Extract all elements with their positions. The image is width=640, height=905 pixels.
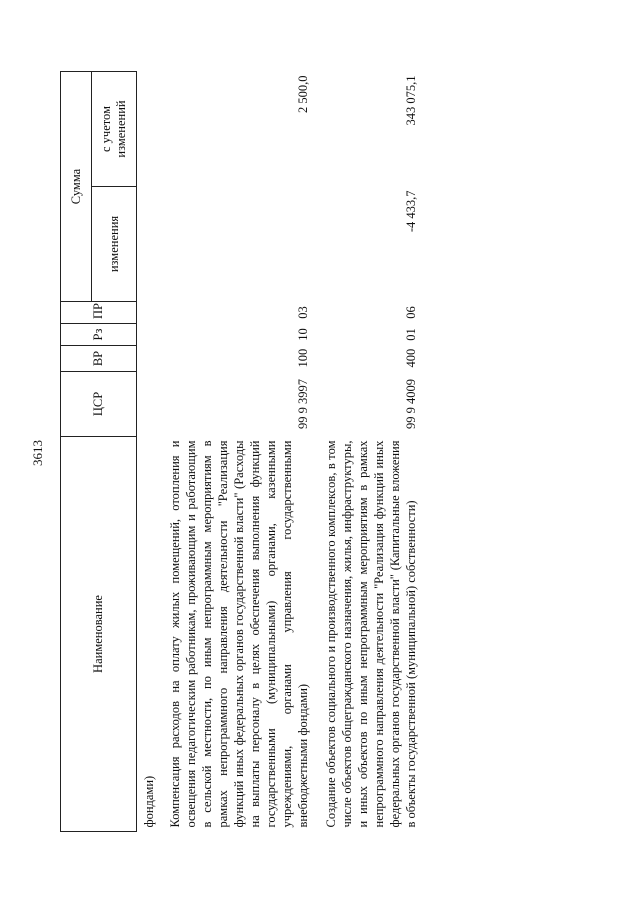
page-number: 3613 [30, 440, 45, 466]
table-row [313, 72, 421, 832]
header-rz: Рз [61, 324, 137, 346]
row-vr: 100 [296, 348, 310, 368]
row-change [165, 187, 313, 302]
header-pr: ПР [61, 302, 137, 324]
table-row [165, 72, 313, 832]
row-rz: 10 [296, 328, 310, 341]
row-change: -4 433,7 [404, 190, 418, 233]
table-row-continuation [137, 72, 166, 832]
row-total: 2 500,0 [296, 75, 310, 113]
row-pr: 03 [296, 306, 310, 319]
header-sum: Сумма [61, 72, 92, 302]
row-total: 343 075,1 [404, 75, 418, 126]
document-sheet [60, 72, 580, 832]
budget-table [60, 71, 421, 832]
header-with-change: с учетом изменений [92, 72, 137, 187]
header-change: изменения [92, 187, 137, 302]
row-csr: 99 9 3997 [296, 379, 310, 429]
row-vr: 400 [404, 348, 418, 368]
continued-name: фондами) [142, 775, 156, 828]
header-vr: ВР [61, 346, 137, 372]
header-csr: ЦСР [61, 372, 137, 437]
row-rz: 01 [404, 328, 418, 341]
row-csr: 99 9 4009 [404, 379, 418, 429]
rotated-content [60, 72, 580, 832]
row-name: Создание объектов социального и производственного комплексов, в том числе объектов общегражданского назначения, жилья, инфраструктуры, и иных объектов по иным непрограммным мероприятиям в рамках непрограммного направления деятельности "Реализация функций иных федеральных органов государственной власти" (Капитальные вложения в объекты государственной (муниципальной) собственности) [324, 440, 418, 828]
row-name: Компенсация расходов на оплату жилых помещений, отопления и освещения педагогическим работникам, проживающим и работающим в сельской местности, по иным непрограммным мероприятиям в рамках непрограммного направления деятельности "Реализация функций иных федеральных органов государственной власти" (Расходы на выплаты персоналу в целях обеспечения выполнения функций государственными (муниципальными) органами, казенными учреждениями, органами управления государственными внебюджетными фондами) [168, 440, 310, 828]
row-pr: 06 [404, 306, 418, 319]
header-name: Наименование [61, 437, 137, 832]
